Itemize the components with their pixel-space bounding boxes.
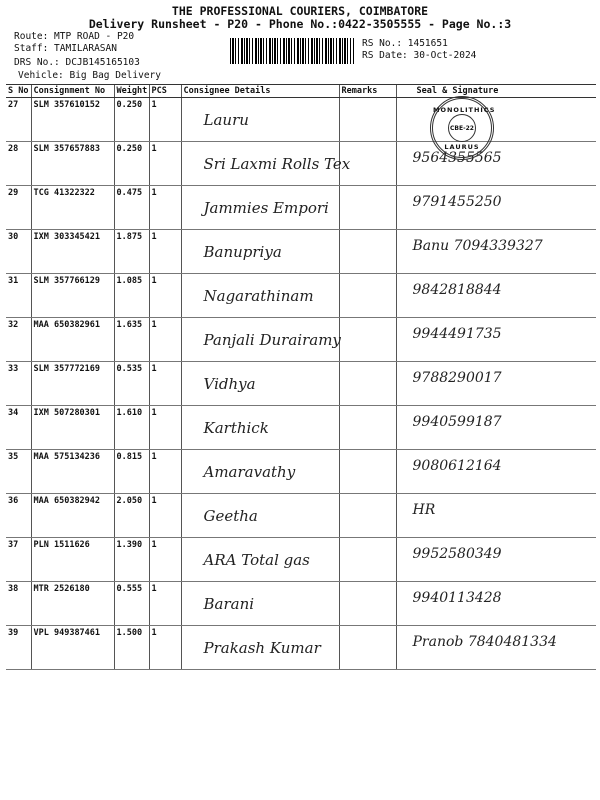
route-label: Route: MTP ROAD - P20 — [14, 31, 135, 42]
cell-pcs: 1 — [149, 230, 181, 274]
col-header-weight: Weight — [114, 85, 149, 98]
seal-ring-text: MONOLITHICS — [433, 106, 496, 114]
cell-signature — [396, 362, 596, 406]
cell-pcs: 1 — [149, 626, 181, 670]
table-row — [6, 362, 596, 406]
document-title: THE PROFESSIONAL COURIERS, COIMBATORE — [171, 4, 429, 18]
table-row — [6, 142, 596, 186]
cell-consignment-no: MTR 2526180 — [31, 582, 114, 626]
cell-weight: 0.250 — [114, 98, 149, 142]
cell-consignee — [181, 406, 339, 450]
cell-pcs: 1 — [149, 98, 181, 142]
cell-weight: 1.390 — [114, 538, 149, 582]
handwritten-consignee-name: Prakash Kumar — [203, 639, 321, 657]
table-header-row — [6, 85, 596, 98]
table-row — [6, 274, 596, 318]
cell-consignee — [181, 362, 339, 406]
cell-sno: 27 — [6, 98, 31, 142]
table-row — [6, 186, 596, 230]
cell-consignment-no: MAA 650382942 — [31, 494, 114, 538]
cell-sno: 33 — [6, 362, 31, 406]
cell-sno: 38 — [6, 582, 31, 626]
handwritten-signature: 9080612164 — [412, 458, 502, 474]
col-header-signature: Seal & Signature — [396, 85, 596, 98]
cell-pcs: 1 — [149, 538, 181, 582]
cell-sno: 36 — [6, 494, 31, 538]
table-row — [6, 582, 596, 626]
handwritten-signature: 9788290017 — [412, 370, 502, 386]
handwritten-consignee-name: Banupriya — [203, 243, 282, 261]
cell-consignment-no: TCG 41322322 — [31, 186, 114, 230]
cell-weight: 0.815 — [114, 450, 149, 494]
col-header-sno: S No — [6, 85, 31, 98]
handwritten-signature: 9952580349 — [412, 546, 502, 562]
table-row — [6, 98, 596, 142]
cell-sno: 28 — [6, 142, 31, 186]
cell-weight: 2.050 — [114, 494, 149, 538]
handwritten-signature: 9842818844 — [412, 282, 502, 298]
cell-consignment-no: IXM 303345421 — [31, 230, 114, 274]
cell-signature — [396, 582, 596, 626]
col-header-pcs: PCS — [149, 85, 181, 98]
cell-pcs: 1 — [149, 406, 181, 450]
runsheet-table — [6, 84, 596, 670]
cell-signature — [396, 186, 596, 230]
cell-sno: 34 — [6, 406, 31, 450]
cell-sno: 35 — [6, 450, 31, 494]
cell-signature — [396, 230, 596, 274]
cell-consignee — [181, 582, 339, 626]
cell-signature — [396, 274, 596, 318]
table-row — [6, 626, 596, 670]
cell-weight: 1.635 — [114, 318, 149, 362]
col-header-consignment: Consignment No — [31, 85, 114, 98]
cell-pcs: 1 — [149, 362, 181, 406]
cell-weight: 0.475 — [114, 186, 149, 230]
cell-sno: 30 — [6, 230, 31, 274]
cell-consignee — [181, 494, 339, 538]
cell-consignee — [181, 450, 339, 494]
cell-consignee — [181, 186, 339, 230]
cell-consignee — [181, 230, 339, 274]
table-row — [6, 230, 596, 274]
cell-sno: 31 — [6, 274, 31, 318]
cell-consignment-no: SLM 357657883 — [31, 142, 114, 186]
cell-consignee — [181, 318, 339, 362]
cell-pcs: 1 — [149, 494, 181, 538]
cell-weight: 1.610 — [114, 406, 149, 450]
handwritten-consignee-name: Sri Laxmi Rolls Tex — [203, 155, 351, 173]
cell-signature — [396, 538, 596, 582]
barcode — [230, 38, 354, 64]
cell-consignment-no: SLM 357766129 — [31, 274, 114, 318]
cell-consignee — [181, 142, 351, 186]
cell-consignment-no: IXM 507280301 — [31, 406, 114, 450]
cell-consignee — [181, 538, 339, 582]
cell-pcs: 1 — [149, 582, 181, 626]
cell-consignment-no: SLM 357772169 — [31, 362, 114, 406]
cell-consignment-no: VPL 949387461 — [31, 626, 114, 670]
cell-weight: 1.085 — [114, 274, 149, 318]
cell-pcs: 1 — [149, 450, 181, 494]
cell-consignment-no: MAA 575134236 — [31, 450, 114, 494]
cell-signature — [396, 494, 596, 538]
handwritten-signature: 9791455250 — [412, 194, 502, 210]
handwritten-consignee-name: Geetha — [203, 507, 258, 525]
cell-signature — [396, 406, 596, 450]
cell-weight: 1.875 — [114, 230, 149, 274]
handwritten-consignee-name: Barani — [203, 595, 255, 613]
cell-signature — [396, 98, 596, 142]
cell-sno: 37 — [6, 538, 31, 582]
handwritten-consignee-name: Karthick — [203, 419, 269, 437]
cell-consignee — [181, 98, 339, 142]
cell-sno: 32 — [6, 318, 31, 362]
cell-consignment-no: SLM 357610152 — [31, 98, 114, 142]
cell-signature — [396, 318, 596, 362]
handwritten-consignee-name: Nagarathinam — [203, 287, 314, 305]
drs-number: DRS No.: DCJB145165103 — [14, 57, 140, 68]
cell-sno: 39 — [6, 626, 31, 670]
cell-pcs: 1 — [149, 274, 181, 318]
handwritten-consignee-name: Vidhya — [203, 375, 256, 393]
cell-weight: 0.535 — [114, 362, 149, 406]
cell-signature — [396, 450, 596, 494]
handwritten-consignee-name: Amaravathy — [203, 463, 296, 481]
rs-number: RS No.: 1451651 — [362, 38, 448, 49]
cell-consignee — [181, 274, 339, 318]
cell-pcs: 1 — [149, 142, 181, 186]
handwritten-consignee-name: ARA Total gas — [203, 551, 310, 569]
table-row — [6, 450, 596, 494]
col-header-consignee: Consignee Details — [181, 85, 339, 98]
cell-weight: 0.555 — [114, 582, 149, 626]
handwritten-signature: 9564355565 — [412, 150, 502, 166]
handwritten-signature: HR — [412, 502, 436, 518]
table-row — [6, 318, 596, 362]
document-subtitle: Delivery Runsheet - P20 - Phone No.:0422-3505555 - Page No.:3 — [88, 17, 512, 31]
rs-date: RS Date: 30-Oct-2024 — [362, 50, 477, 61]
cell-pcs: 1 — [149, 186, 181, 230]
table-row — [6, 538, 596, 582]
cell-pcs: 1 — [149, 318, 181, 362]
col-header-remarks: Remarks — [339, 85, 396, 98]
cell-consignment-no: PLN 1511626 — [31, 538, 114, 582]
cell-signature — [396, 626, 596, 670]
cell-weight: 0.250 — [114, 142, 149, 186]
handwritten-signature: Banu 7094339327 — [412, 238, 543, 254]
handwritten-signature: Pranob 7840481334 — [412, 634, 557, 650]
vehicle-label: Vehicle: Big Bag Delivery — [18, 70, 161, 81]
cell-signature — [396, 142, 596, 186]
cell-consignee — [181, 626, 339, 670]
handwritten-signature: 9940113428 — [412, 590, 502, 606]
handwritten-consignee-name: Lauru — [203, 111, 249, 129]
seal-center-text: CBE-22 — [448, 114, 476, 142]
cell-weight: 1.500 — [114, 626, 149, 670]
seal-bottom-text: LAURUS — [444, 143, 480, 151]
cell-sno: 29 — [6, 186, 31, 230]
company-seal — [430, 96, 494, 160]
handwritten-consignee-name: Jammies Empori — [203, 199, 329, 217]
cell-consignment-no: MAA 650382961 — [31, 318, 114, 362]
handwritten-signature: 9944491735 — [412, 326, 502, 342]
table-row — [6, 406, 596, 450]
handwritten-signature: 9940599187 — [412, 414, 502, 430]
handwritten-consignee-name: Panjali Durairamy — [203, 331, 341, 349]
table-row — [6, 494, 596, 538]
staff-label: Staff: TAMILARASAN — [14, 43, 117, 54]
